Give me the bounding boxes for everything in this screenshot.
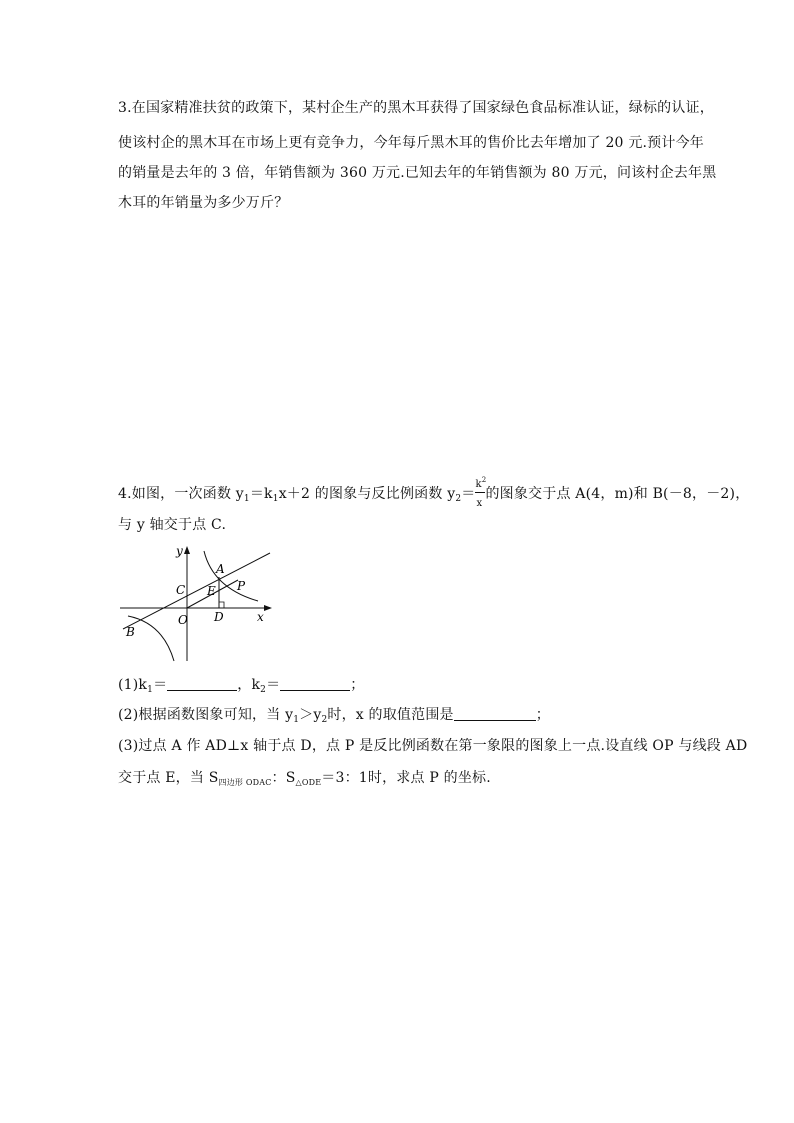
problem4-line-2: 与 y 轴交于点 C.	[118, 517, 227, 533]
problem3-line-2: 使该村企的黑木耳在市场上更有竞争力，今年每斤黑木耳的售价比去年增加了 20 元.预计今年	[118, 135, 704, 151]
label-y: y	[176, 544, 183, 558]
label-B: B	[126, 625, 135, 639]
label-P: P	[237, 579, 246, 593]
question-2: (2)根据函数图象可知，当 $y_1>y_2$时，x 的取值范围是 ；	[118, 707, 550, 725]
right-angle-mark	[219, 602, 224, 608]
answer-blank-k2[interactable]	[280, 676, 350, 691]
fraction-k2-over-x: $\frac{k^2}{x}$	[475, 476, 487, 509]
label-C: C	[176, 583, 186, 597]
problem3-line-1: 3.在国家精准扶贫的政策下，某村企生产的黑木耳获得了国家绿色食品标准认证，绿标的认证，	[118, 100, 714, 116]
line-y1	[123, 553, 270, 629]
label-O: O	[178, 613, 188, 627]
label-E: E	[207, 584, 216, 598]
label-D: D	[214, 610, 224, 624]
question-3-line-1: (3)过点 A 作 AD⊥x 轴于点 D，点 P 是反比例函数在第一象限的图象上一点.设直线 OP 与线段 AD	[118, 738, 748, 754]
problem4-intro: 4.如图，一次函数 $y_1=k_1x+2$ 的图象与反比例函数 $y_2=$ $\frac{k^2}{x}$ 的图象交于点 A(4，m)和 B(－8，－2)，	[118, 476, 750, 509]
label-x: x	[257, 610, 264, 624]
problem3-line-4: 木耳的年销量为多少万斤？	[118, 195, 289, 211]
y-axis-arrow	[184, 546, 190, 554]
label-A: A	[216, 562, 225, 576]
answer-blank-x-range[interactable]	[454, 706, 536, 721]
problem3-line-3: 的销量是去年的 3 倍，年销售额为 360 万元.已知去年的年销售额为 80 万元，问该村企去年黑	[118, 165, 717, 181]
question-1: $(1)k_1=$ ，$k_2=$ ；	[118, 677, 365, 695]
answer-blank-k1[interactable]	[167, 676, 237, 691]
function-graph	[118, 543, 278, 665]
x-axis-arrow	[264, 605, 272, 611]
question-3-line-2: 交于点 E，当 $S_{四边形 ODAC}$：$S_{\triangle ODE}=3$：1时，求点 P 的坐标.	[118, 770, 491, 787]
